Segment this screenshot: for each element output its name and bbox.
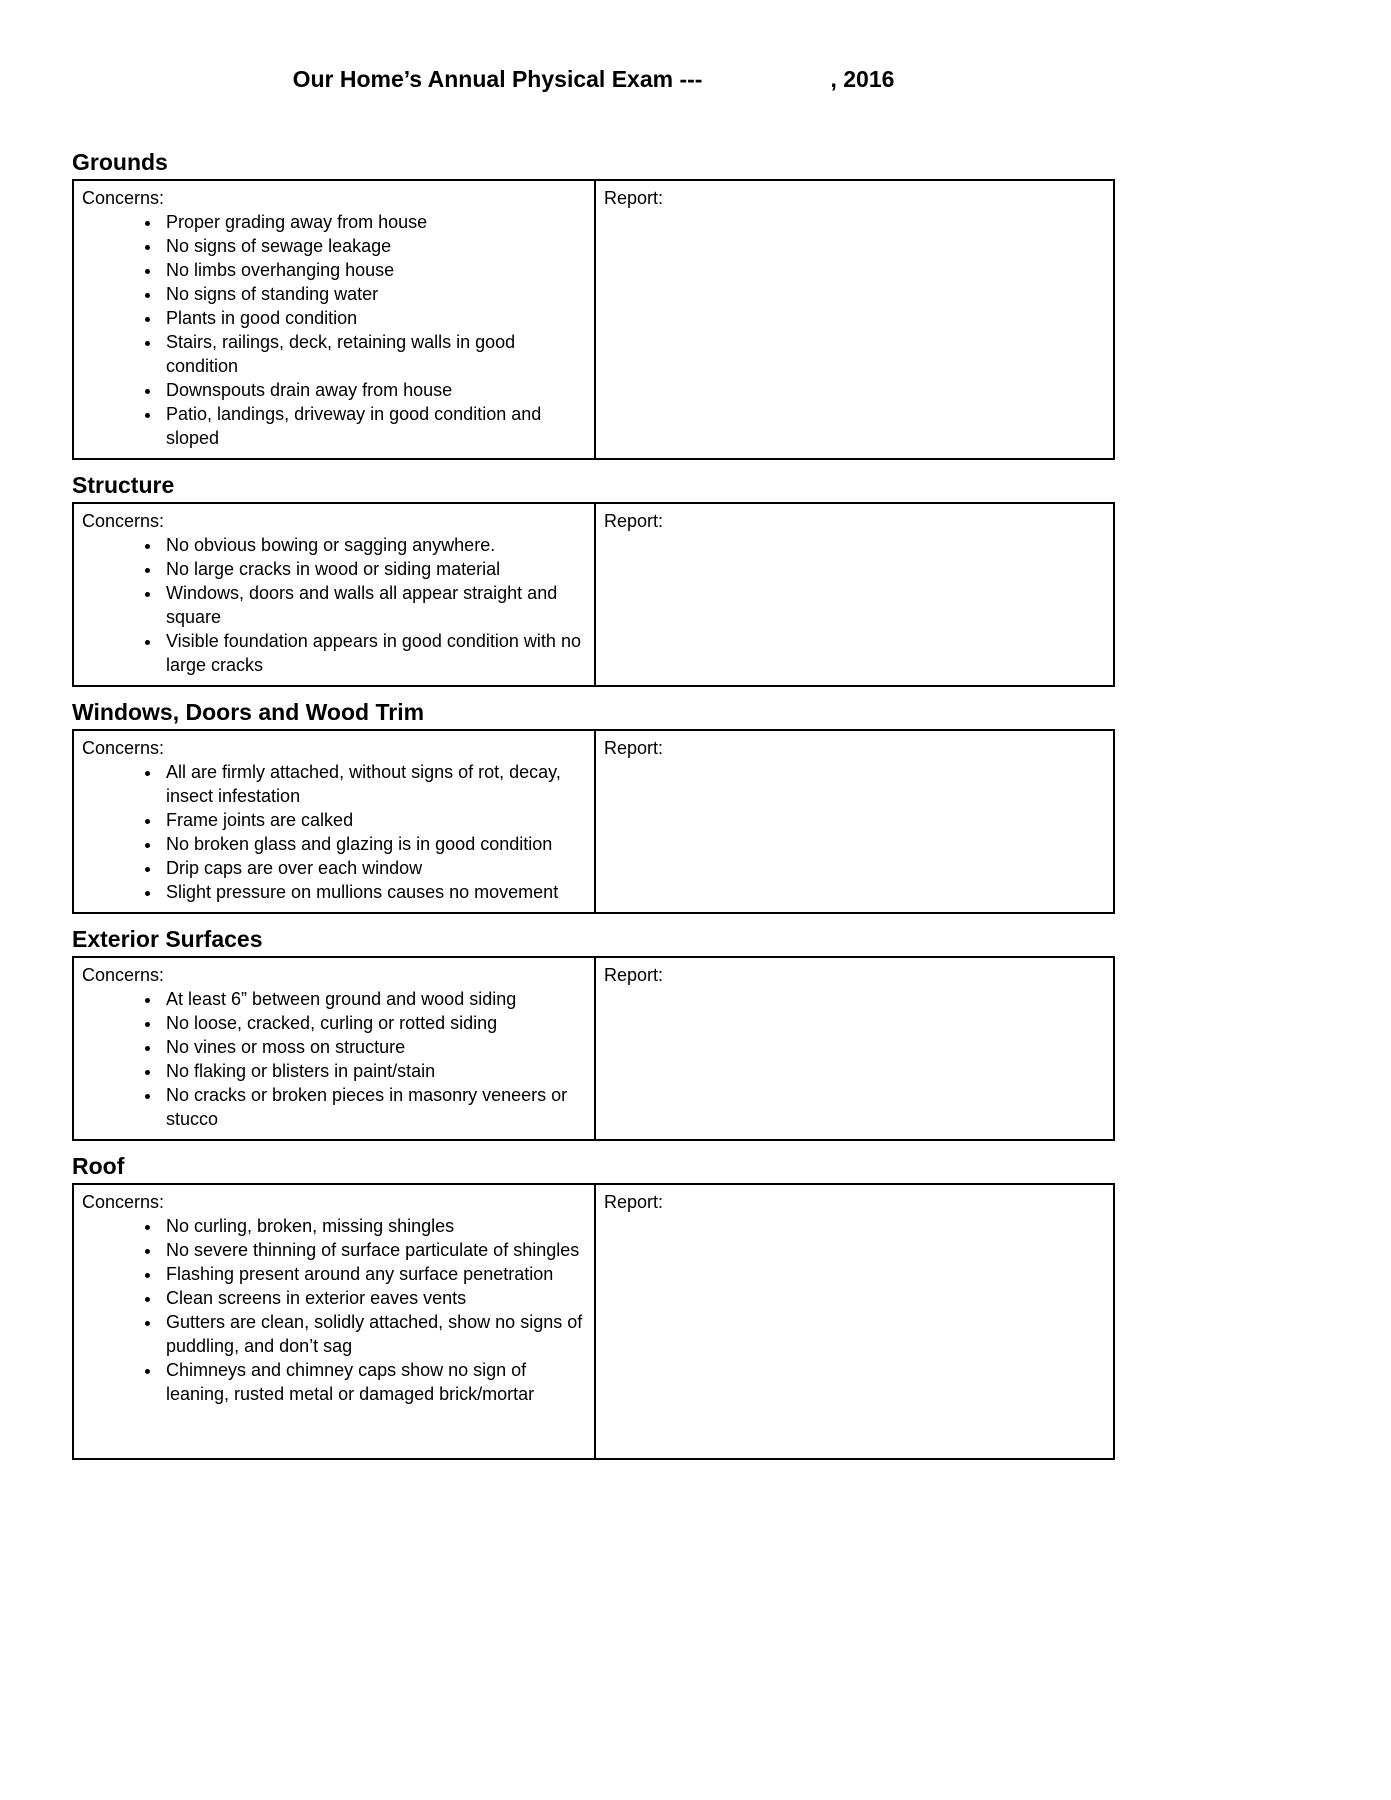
- concern-item: • Gutters are clean, solidly attached, show no signs of puddling, and don’t sag: [162, 1310, 586, 1358]
- section: [72, 699, 1115, 914]
- concerns-cell: [74, 958, 596, 1139]
- report-label: Report:: [604, 1192, 664, 1212]
- concern-item: • No large cracks in wood or siding material: [162, 557, 586, 581]
- concern-item: • Plants in good condition: [162, 306, 586, 330]
- report-cell: [596, 1185, 1113, 1458]
- concern-item: • No signs of standing water: [162, 282, 586, 306]
- concern-item: • No loose, cracked, curling or rotted siding: [162, 1011, 586, 1035]
- concern-item: • Chimneys and chimney caps show no sign of leaning, rusted metal or damaged brick/mortar: [162, 1358, 586, 1406]
- concerns-cell: [74, 1185, 596, 1458]
- concerns-label: Concerns:: [82, 965, 165, 985]
- section-heading: Windows, Doors and Wood Trim: [72, 699, 425, 725]
- concern-item: • Stairs, railings, deck, retaining walls in good condition: [162, 330, 586, 378]
- section: [72, 1153, 1115, 1460]
- section-heading: Structure: [72, 472, 175, 498]
- concerns-label: Concerns:: [82, 188, 165, 208]
- concerns-list: [82, 1214, 586, 1406]
- concern-item: • No cracks or broken pieces in masonry veneers or stucco: [162, 1083, 586, 1131]
- concern-item: • Patio, landings, driveway in good condition and sloped: [162, 402, 586, 450]
- concern-item: • No vines or moss on structure: [162, 1035, 586, 1059]
- section: [72, 149, 1115, 460]
- concerns-table: [72, 502, 1115, 687]
- sections: [72, 149, 1115, 1460]
- report-cell: [596, 181, 1113, 458]
- concern-item: • Visible foundation appears in good condition with no large cracks: [162, 629, 586, 677]
- concern-item: • No curling, broken, missing shingles: [162, 1214, 586, 1238]
- concern-item: • No broken glass and glazing is in good condition: [162, 832, 586, 856]
- concern-item: • Proper grading away from house: [162, 210, 586, 234]
- concerns-list: [82, 533, 586, 677]
- title-text: Our Home’s Annual Physical Exam ---: [292, 66, 703, 92]
- concerns-cell: [74, 504, 596, 685]
- concern-item: • No flaking or blisters in paint/stain: [162, 1059, 586, 1083]
- concern-item: • No obvious bowing or sagging anywhere.: [162, 533, 586, 557]
- concerns-list: [82, 760, 586, 904]
- concerns-table: [72, 956, 1115, 1141]
- concern-item: • No limbs overhanging house: [162, 258, 586, 282]
- concern-item: • Drip caps are over each window: [162, 856, 586, 880]
- concerns-cell: [74, 181, 596, 458]
- concern-item: • Frame joints are calked: [162, 808, 586, 832]
- section-heading: Exterior Surfaces: [72, 926, 263, 952]
- report-cell: [596, 958, 1113, 1139]
- report-label: Report:: [604, 188, 664, 208]
- section: [72, 472, 1115, 687]
- section-heading: Roof: [72, 1153, 125, 1179]
- report-cell: [596, 731, 1113, 912]
- document-content: [72, 66, 1115, 1460]
- concern-item: • At least 6” between ground and wood siding: [162, 987, 586, 1011]
- report-label: Report:: [604, 511, 664, 531]
- concerns-label: Concerns:: [82, 738, 165, 758]
- concern-item: • Windows, doors and walls all appear straight and square: [162, 581, 586, 629]
- section: [72, 926, 1115, 1141]
- concerns-list: [82, 210, 586, 450]
- concerns-cell: [74, 731, 596, 912]
- title-date: , 2016: [830, 66, 895, 92]
- concern-item: • Clean screens in exterior eaves vents: [162, 1286, 586, 1310]
- concerns-table: [72, 179, 1115, 460]
- concerns-label: Concerns:: [82, 511, 165, 531]
- report-cell: [596, 504, 1113, 685]
- concern-item: • Downspouts drain away from house: [162, 378, 586, 402]
- report-label: Report:: [604, 965, 664, 985]
- concerns-table: [72, 729, 1115, 914]
- document-title: [72, 66, 1115, 93]
- concerns-list: [82, 987, 586, 1131]
- concern-item: • Slight pressure on mullions causes no movement: [162, 880, 586, 904]
- concerns-label: Concerns:: [82, 1192, 165, 1212]
- concern-item: • No severe thinning of surface particulate of shingles: [162, 1238, 586, 1262]
- concern-item: • Flashing present around any surface penetration: [162, 1262, 586, 1286]
- section-heading: Grounds: [72, 149, 168, 175]
- concern-item: • All are firmly attached, without signs of rot, decay, insect infestation: [162, 760, 586, 808]
- concern-item: • No signs of sewage leakage: [162, 234, 586, 258]
- concerns-table: [72, 1183, 1115, 1460]
- report-label: Report:: [604, 738, 664, 758]
